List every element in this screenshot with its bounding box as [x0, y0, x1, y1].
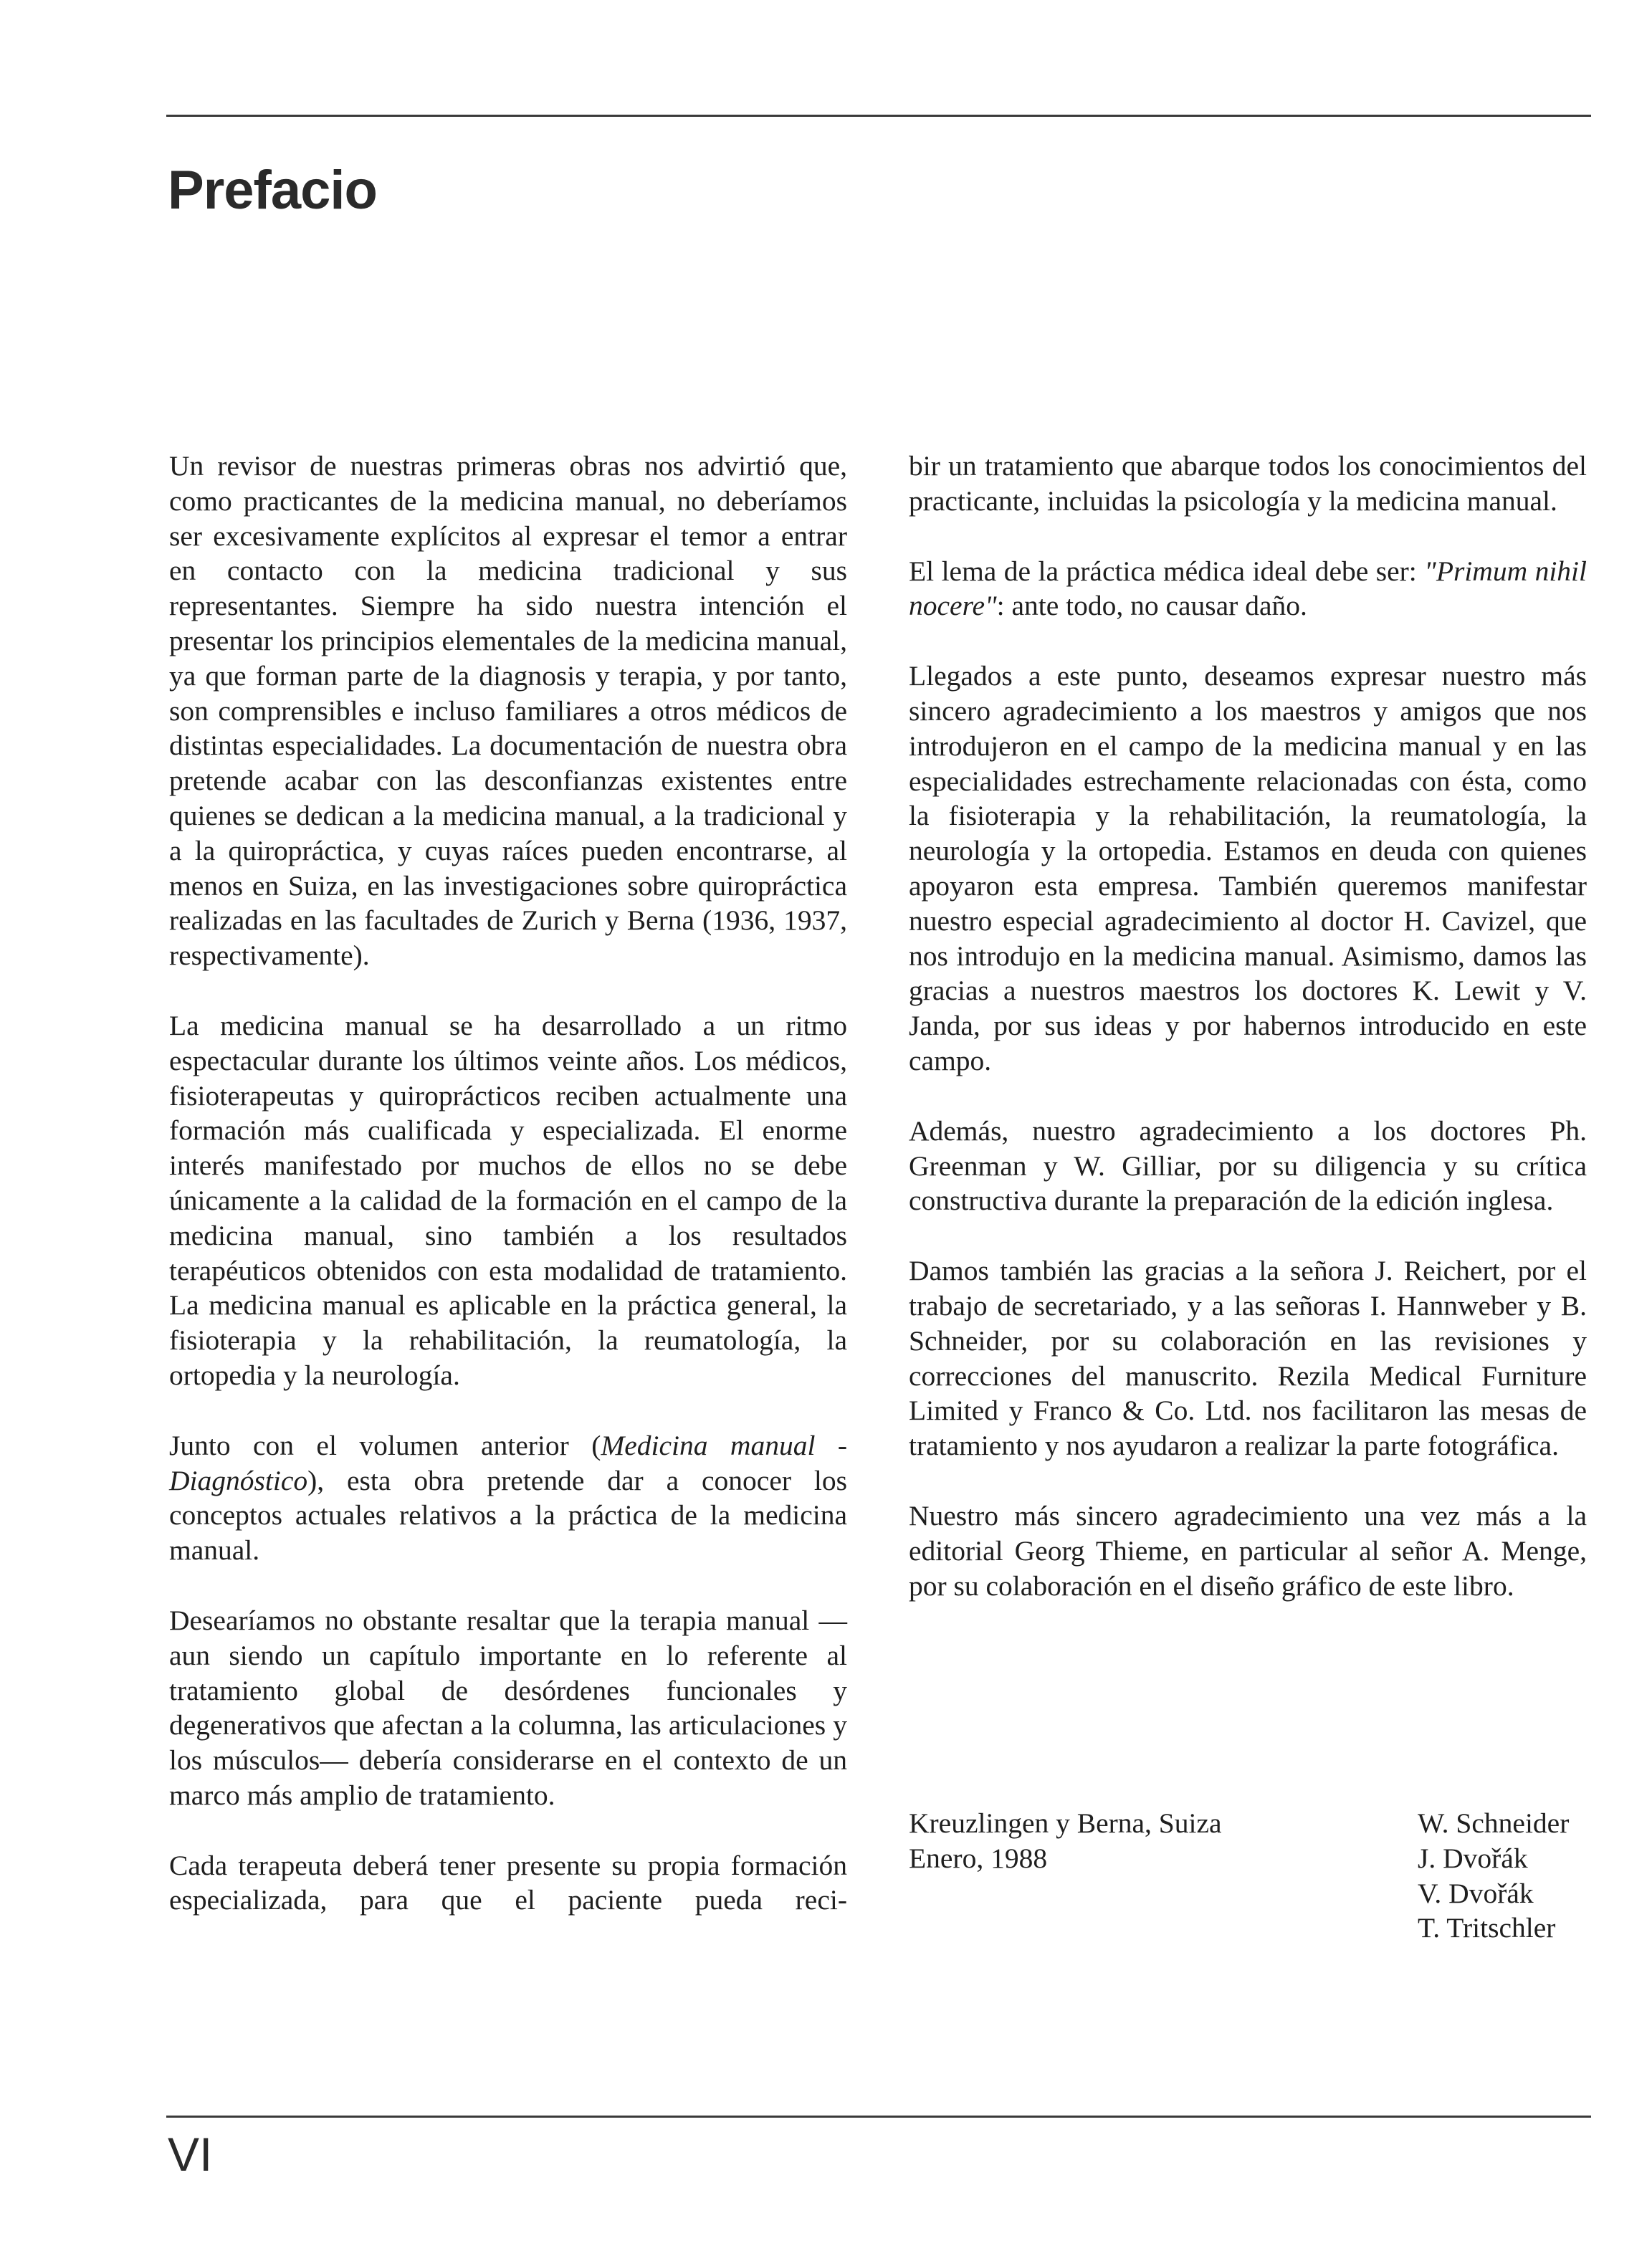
book-title: Medicina manual - Diagnóstico	[169, 1429, 847, 1496]
place: Kreuzlingen y Berna, Suiza	[909, 1807, 1222, 1839]
left-column	[169, 449, 847, 1953]
paragraph: Además, nuestro agradecimiento a los doctores Ph. Greenman y W. Gilliar, por su diligencia y su crítica constructiva durante la preparación de la edición inglesa.	[909, 1114, 1587, 1217]
latin-motto: "Primum nihil nocere"	[909, 555, 1587, 622]
text-run: El lema de la práctica médica ideal debe ser:	[909, 555, 1425, 587]
right-column	[909, 449, 1587, 1638]
author: V. Dvořák	[1418, 1877, 1534, 1909]
text-run: ), esta obra pretende dar a conocer los conceptos actuales relativos a la práctica de la medicina manual.	[169, 1464, 847, 1567]
bottom-rule	[166, 2116, 1591, 2118]
paragraph: Cada terapeuta deberá tener presente su propia formación especializada, para que el paciente pueda reci-	[169, 1849, 847, 1916]
paragraph: Nuestro más sincero agradecimiento una vez más a la editorial Georg Thieme, en particular al señor A. Menge, por su colaboración en el diseño gráfico de este libro.	[909, 1499, 1587, 1602]
page-number: VI	[168, 2128, 213, 2181]
text-run: : ante todo, no causar daño.	[996, 590, 1307, 622]
paragraph: bir un tratamiento que abarque todos los conocimientos del practicante, incluidas la psicología y la medicina manual.	[909, 450, 1587, 517]
paragraph	[909, 554, 1587, 624]
paragraph: La medicina manual se ha desarrollado a un ritmo espectacular durante los últimos veinte años. Los médicos, fisioterapeutas y quiroprácticos reciben actualmente una formación más cualificada y especializada. El enorme interés manifestado por muchos de ellos no se debe únicamente a la calidad de la formación en el campo de la medicina manual, sino también a los resultados terapéuticos obtenidos con esta modalidad de tratamiento. La medicina manual es aplicable en la práctica general, la fisioterapia y la rehabilitación, la reumatología, la ortopedia y la neurología.	[169, 1009, 847, 1391]
paragraph: Desearíamos no obstante resaltar que la terapia manual —aun siendo un capítulo importante en lo referente al tratamiento global de desórdenes funcionales y degenerativos que afectan a la columna, las articulaciones y los músculos— debería considerarse en el contexto de un marco más amplio de tratamiento.	[169, 1604, 847, 1811]
paragraph: Un revisor de nuestras primeras obras nos advirtió que, como practicantes de la medicina manual, no deberíamos ser excesivamente explícitos al expresar el temor a entrar en contacto con la medicina tradicional y sus representantes. Siempre ha sido nuestra intención el presentar los principios elementales de la medicina manual, ya que forman parte de la diagnosis y terapia, y por tanto, son comprensibles e incluso familiares a otros médicos de distintas especialidades. La documentación de nuestra obra pretende acabar con las desconfianzas existentes entre quienes se dedican a la medicina manual, a la tradicional y a la quiropráctica, y cuyas raíces pueden encontrarse, al menos en Suiza, en las investigaciones sobre quiropráctica realizadas en las facultades de Zurich y Berna (1936, 1937, respectivamente).	[169, 450, 847, 972]
paragraph: Damos también las gracias a la señora J. Reichert, por el trabajo de secretariado, y a las señoras I. Hannweber y B. Schneider, por su colaboración en las revisiones y correcciones del manuscrito. Rezila Medical Furniture Limited y Franco & Co. Ltd. nos facilitaron las mesas de tratamiento y nos ayudaron a realizar la parte fotográfica.	[909, 1255, 1587, 1462]
top-rule	[166, 115, 1591, 117]
author: W. Schneider	[1418, 1807, 1570, 1839]
author: T. Tritschler	[1418, 1912, 1556, 1944]
paragraph	[169, 1428, 847, 1568]
author: J. Dvořák	[1418, 1842, 1528, 1874]
text-run: Junto con el volumen anterior (	[169, 1429, 601, 1461]
date: Enero, 1988	[909, 1842, 1048, 1874]
page-title: Prefacio	[168, 160, 377, 221]
place-and-date	[909, 1806, 1310, 1876]
authors	[1418, 1806, 1597, 1946]
paragraph: Llegados a este punto, deseamos expresar nuestro más sincero agradecimiento a los maestros y amigos que nos introdujeron en el campo de la medicina manual y en las especialidades estrechamente relacionadas con ésta, como la fisioterapia y la rehabilitación, la reumatología, la neurología y la ortopedia. Estamos en deuda con quienes apoyaron esta empresa. También queremos manifestar nuestro especial agradecimiento al doctor H. Cavizel, que nos introdujo en la medicina manual. Asimismo, damos las gracias a nuestros maestros los doctores K. Lewit y V. Janda, por sus ideas y por habernos introducido en este campo.	[909, 660, 1587, 1076]
